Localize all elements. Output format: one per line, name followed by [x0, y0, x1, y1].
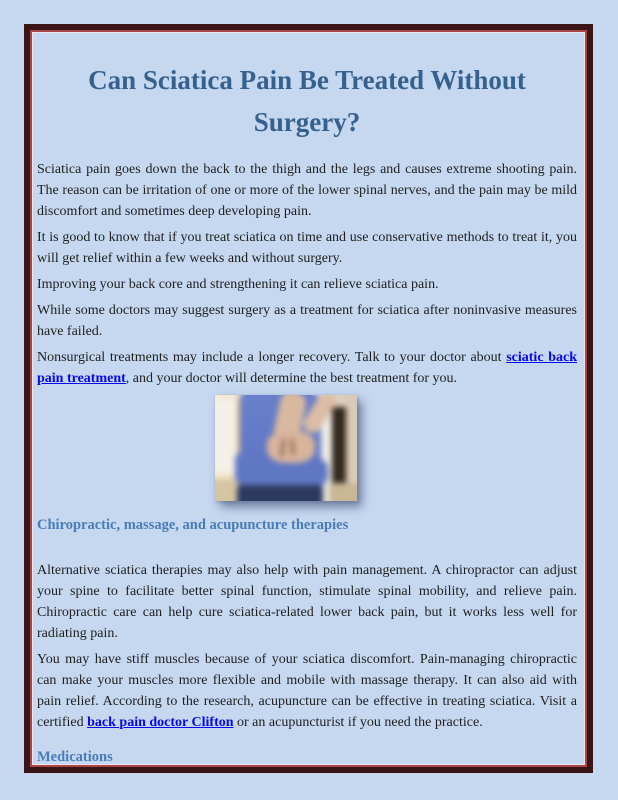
paragraph-back-core: Improving your back core and strengthening it can relieve sciatica pain.	[37, 277, 439, 292]
photo-person-jeans	[237, 485, 323, 501]
page-content	[32, 32, 585, 765]
page-title: Can Sciatica Pain Be Treated Without Surgery?	[88, 65, 526, 137]
paragraph-alternative-therapies: Alternative sciatica therapies may also help with pain management. A chiropractor can adjust your spine to facilitate better spinal function, stimulate spinal mobility, and relieve pain. Chiropractic care can help cure sciatica-related lower back pain, but it works less well for radiating pain.	[37, 563, 577, 641]
subheading-medications: Medications	[37, 749, 113, 765]
back-pain-photo	[215, 395, 357, 501]
sciatic-back-pain-treatment-link[interactable]: sciatic back pain treatment	[37, 350, 577, 386]
back-pain-photo-art	[215, 395, 357, 501]
subheading-therapies: Chiropractic, massage, and acupuncture therapies	[37, 517, 349, 533]
paragraph-surgery-suggestion: While some doctors may suggest surgery as a treatment for sciatica after noninvasive measures have failed.	[37, 303, 577, 339]
paragraph-nonsurgical	[37, 347, 577, 389]
paragraph-intro: Sciatica pain goes down the back to the thigh and the legs and causes extreme shooting pain. The reason can be irritation of one or more of the lower spinal nerves, and the pain may be mild discomfort and sometimes deep developing pain.	[37, 162, 577, 219]
photo-dark-doorway	[332, 407, 347, 487]
paragraph-nonsurgical-text: Nonsurgical treatments may include a longer recovery. Talk to your doctor about	[37, 350, 507, 365]
paragraph-massage-text-after: or an acupuncturist if you need the practice.	[233, 715, 483, 730]
back-pain-doctor-clifton-link[interactable]: back pain doctor Clifton	[87, 715, 234, 730]
photo-right-floor	[329, 483, 357, 501]
page-border-frame	[24, 24, 593, 773]
page-border-inner	[30, 30, 587, 767]
paragraph-early-treatment: It is good to know that if you treat sciatica on time and use conservative methods to treat it, you will get relief within a few weeks and without surgery.	[37, 230, 577, 266]
paragraph-massage-acupuncture	[37, 649, 577, 733]
paragraph-nonsurgical-text-after: , and your doctor will determine the best treatment for you.	[125, 371, 458, 386]
paragraph-massage-text: You may have stiff muscles because of your sciatica discomfort. Pain-managing chiropractic can make your muscles more flexible and mobile with massage therapy. It can also aid with pain relief. According to the research, acupuncture can be effective in treating sciatica. Visit a certified	[37, 652, 577, 730]
